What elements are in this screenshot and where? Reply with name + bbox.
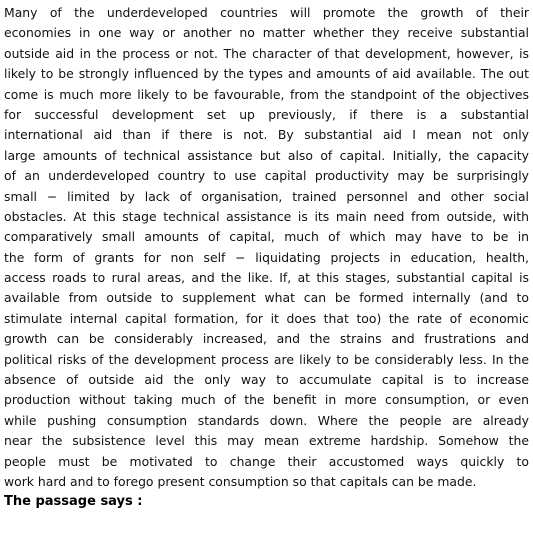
passage-line: access roads to rural areas, and the like. If, at this stages, substantial capital is: [4, 270, 529, 286]
passage-line: economies in one way or another no matter whether they receive substantial: [4, 25, 529, 41]
passage-line: political risks of the development process are likely to be considerably less. In the: [4, 351, 529, 367]
passage-line: near the subsistence level this may mean extreme hardship. Somehow the: [4, 433, 529, 449]
passage-line: small − limited by lack of organisation, trained personnel and other social: [4, 188, 529, 204]
passage-line: stimulate internal capital formation, for it does that too) the rate of economic: [4, 310, 529, 326]
passage-line: of an underdeveloped country to use capital productivity may be surprisingly: [4, 168, 529, 184]
passage-text: [4, 3, 529, 492]
passage-line: likely to be strongly influenced by the types and amounts of aid available. The out: [4, 66, 529, 82]
passage-line: work hard and to forego present consumption so that capitals can be made.: [4, 473, 477, 489]
passage-line: while pushing consumption standards down. Where the people are already: [4, 412, 529, 428]
passage-line: growth can be considerably increased, and the strains and frustrations and: [4, 331, 529, 347]
passage-line: come is much more likely to be favourable, from the standpoint of the objectives: [4, 86, 529, 102]
passage-line: the form of grants for non self − liquidating projects in education, health,: [4, 249, 529, 265]
passage-line: outside aid in the process or not. The character of that development, however, is: [4, 45, 529, 61]
passage-line: production without taking much of the benefit in more consumption, or even: [4, 392, 529, 408]
passage-line: international aid than if there is not. By substantial aid I mean not only: [4, 127, 529, 143]
passage-line: absence of outside aid the only way to accumulate capital is to increase: [4, 372, 529, 388]
passage-line: available from outside to supplement what can be formed internally (and to: [4, 290, 529, 306]
passage-line: Many of the underdeveloped countries will promote the growth of their: [4, 5, 529, 20]
passage-line: large amounts of technical assistance but also of capital. Initially, the capacity: [4, 147, 529, 163]
question-prompt: The passage says :: [4, 494, 143, 510]
passage-line: obstacles. At this stage technical assistance is its main need from outside, with: [4, 208, 529, 224]
passage-line: for successful development set up previously, if there is a substantial: [4, 106, 529, 122]
passage-line: comparatively small amounts of capital, much of which may have to be in: [4, 229, 529, 245]
passage-line: people must be motivated to change their accustomed ways quickly to: [4, 453, 529, 469]
